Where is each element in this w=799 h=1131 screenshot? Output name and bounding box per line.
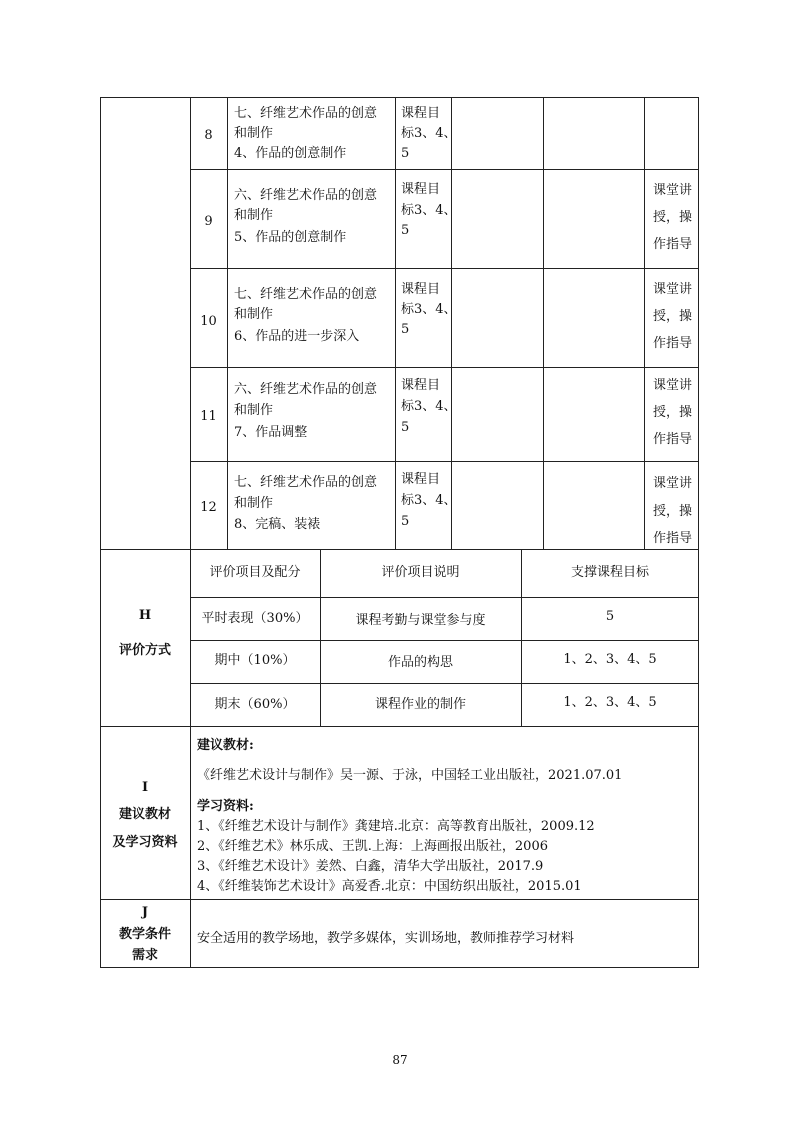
content-line: 和制作 xyxy=(234,496,274,511)
goal-line: 标3、4、 xyxy=(401,302,457,317)
eval-goals: 5 xyxy=(605,609,615,624)
section-title: 需求 xyxy=(131,948,158,963)
table-border-right xyxy=(698,97,699,968)
row-divider xyxy=(190,597,699,598)
page-number: 87 xyxy=(392,1053,408,1067)
eval-goals: 1、2、3、4、5 xyxy=(563,695,657,710)
section-title: 评价方式 xyxy=(118,643,171,658)
row-divider xyxy=(190,640,699,641)
week-number: 9 xyxy=(204,214,213,229)
table-border-bottom xyxy=(100,967,699,968)
refs-heading: 学习资料: xyxy=(197,799,254,814)
week-number: 10 xyxy=(200,314,217,329)
content-line: 6、作品的进一步深入 xyxy=(234,329,360,344)
section-title: 建议教材 xyxy=(118,807,171,822)
row-divider xyxy=(190,461,699,462)
content-line: 8、完稿、装裱 xyxy=(234,517,321,532)
row-divider xyxy=(190,367,699,368)
goal-line: 课程目 xyxy=(401,472,441,487)
content-line: 和制作 xyxy=(234,208,274,223)
eval-desc: 作品的构思 xyxy=(387,655,453,670)
content-line: 和制作 xyxy=(234,126,274,141)
method-line: 授，操 xyxy=(653,210,693,225)
section-title: 及学习资料 xyxy=(112,835,178,850)
section-divider xyxy=(100,899,699,900)
row-divider xyxy=(190,169,699,170)
eval-header: 评价项目及配分 xyxy=(209,565,301,580)
content-line: 七、纤维艺术作品的创意 xyxy=(234,106,378,121)
method-line: 授，操 xyxy=(653,309,693,324)
method-line: 授，操 xyxy=(653,405,693,420)
week-number: 12 xyxy=(200,500,217,515)
textbook-heading: 建议教材: xyxy=(197,738,254,753)
goal-line: 5 xyxy=(401,322,410,337)
content-line: 7、作品调整 xyxy=(234,425,308,440)
eval-item: 平时表现（30%） xyxy=(201,611,309,626)
col-divider xyxy=(644,97,645,549)
reference-item: 3、《纤维艺术设计》姜然、白鑫，清华大学出版社，2017.9 xyxy=(197,859,544,874)
row-divider xyxy=(190,683,699,684)
content-line: 5、作品的创意制作 xyxy=(234,230,347,245)
eval-desc: 课程作业的制作 xyxy=(374,697,466,712)
textbook-entry: 《纤维艺术设计与制作》吴一源、于泳，中国轻工业出版社，2021.07.01 xyxy=(197,768,623,783)
eval-goals: 1、2、3、4、5 xyxy=(563,652,657,667)
method-line: 作指导 xyxy=(653,531,693,546)
goal-line: 5 xyxy=(401,223,410,238)
goal-line: 5 xyxy=(401,420,410,435)
method-line: 课堂讲 xyxy=(653,476,693,491)
goal-line: 标3、4、 xyxy=(401,399,457,414)
method-line: 作指导 xyxy=(653,237,693,252)
col-divider xyxy=(451,97,452,549)
goal-line: 标3、4、 xyxy=(401,126,457,141)
goal-line: 课程目 xyxy=(401,282,441,297)
col-divider xyxy=(190,726,191,968)
content-line: 六、纤维艺术作品的创意 xyxy=(234,188,378,203)
week-number: 11 xyxy=(200,409,217,424)
content-line: 七、纤维艺术作品的创意 xyxy=(234,475,378,490)
eval-header: 支撑课程目标 xyxy=(570,565,649,580)
col-divider xyxy=(227,97,228,549)
content-line: 七、纤维艺术作品的创意 xyxy=(234,287,378,302)
reference-item: 2、《纤维艺术》林乐成、王凯.上海：上海画报出版社，2006 xyxy=(197,839,548,854)
section-code: J xyxy=(141,905,149,920)
method-line: 课堂讲 xyxy=(653,183,693,198)
goal-line: 课程目 xyxy=(401,106,441,121)
method-line: 课堂讲 xyxy=(653,282,693,297)
goal-line: 5 xyxy=(401,514,410,529)
content-line: 4、作品的创意制作 xyxy=(234,146,347,161)
eval-header: 评价项目说明 xyxy=(381,565,460,580)
conditions-text: 安全适用的教学场地，教学多媒体，实训场地，教师推荐学习材料 xyxy=(197,931,575,946)
content-line: 六、纤维艺术作品的创意 xyxy=(234,382,378,397)
week-number: 8 xyxy=(204,128,213,143)
method-line: 授，操 xyxy=(653,504,693,519)
reference-item: 4、《纤维装饰艺术设计》高爱香.北京：中国纺织出版社，2015.01 xyxy=(197,879,582,894)
section-code: I xyxy=(141,780,149,795)
goal-line: 标3、4、 xyxy=(401,493,457,508)
eval-item: 期中（10%） xyxy=(214,653,296,668)
goal-line: 课程目 xyxy=(401,378,441,393)
method-line: 课堂讲 xyxy=(653,378,693,393)
section-divider xyxy=(100,549,699,550)
eval-item: 期末（60%） xyxy=(214,697,296,712)
col-divider xyxy=(395,97,396,549)
col-divider xyxy=(543,97,544,549)
content-line: 和制作 xyxy=(234,307,274,322)
content-line: 和制作 xyxy=(234,403,274,418)
method-line: 作指导 xyxy=(653,432,693,447)
goal-line: 标3、4、 xyxy=(401,203,457,218)
section-title: 教学条件 xyxy=(118,927,171,942)
eval-desc: 课程考勤与课堂参与度 xyxy=(355,613,486,628)
row-divider xyxy=(190,268,699,269)
reference-item: 1、《纤维艺术设计与制作》龚建培.北京：高等教育出版社，2009.12 xyxy=(197,819,595,834)
method-line: 作指导 xyxy=(653,336,693,351)
section-code: H xyxy=(138,608,152,623)
goal-line: 课程目 xyxy=(401,182,441,197)
goal-line: 5 xyxy=(401,146,410,161)
